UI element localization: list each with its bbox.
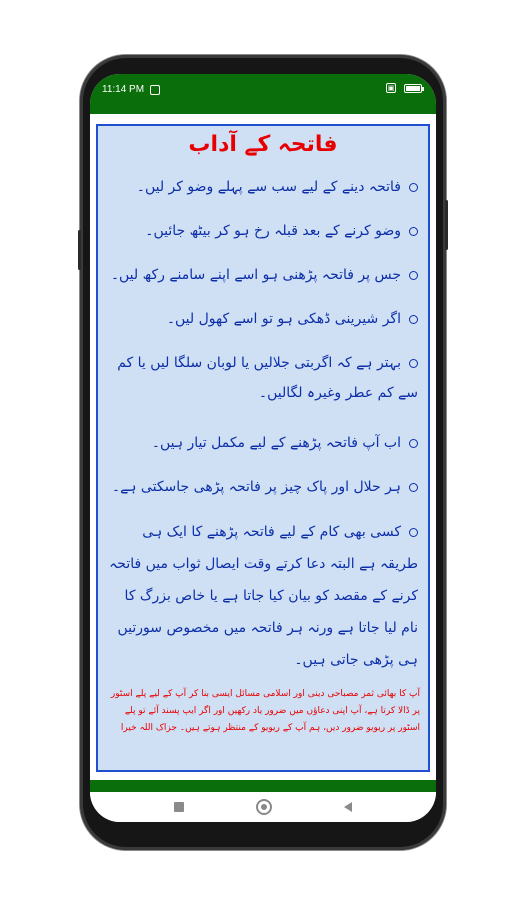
status-icons	[386, 83, 422, 93]
screenshot-icon: ▣	[387, 84, 395, 92]
bullet-icon	[409, 271, 418, 280]
bullet-icon	[409, 227, 418, 236]
power-button	[445, 200, 448, 250]
list-item: جس پر فاتحہ پڑھنی ہو اسے اپنے سامنے رکھ لیں۔	[111, 260, 418, 290]
bottom-bar	[90, 780, 436, 792]
list-item: اگر شیرینی ڈھکی ہو تو اسے کھول لیں۔	[167, 304, 418, 334]
bullet-icon	[409, 439, 418, 448]
bullet-icon	[409, 315, 418, 324]
list-item: فاتحہ دینے کے لیے سب سے پہلے وضو کر لیں۔	[137, 172, 418, 202]
article-card	[96, 124, 430, 772]
back-icon[interactable]	[344, 802, 352, 812]
recents-icon[interactable]	[174, 802, 184, 812]
bullet-icon	[409, 359, 418, 368]
list-item: وضو کرنے کے بعد قبلہ رخ ہو کر بیٹھ جائیں۔	[145, 216, 418, 246]
bullet-icon	[409, 528, 418, 537]
list-item: ہر حلال اور پاک چیز پر فاتحہ پڑھی جاسکتی ہے۔	[112, 472, 418, 502]
author-note: آپ کا بھائی ثمر مصباحی دینی اور اسلامی مسائل ایسی بنا کر آپ کے لیے پلے اسٹور پر ڈالا کرتا ہے، آپ اپنی دعاؤں میں ضرور یاد رکھیں اور اگر ایپ پسند آئے تو پلے اسٹور پر ریویو ضرور دیں، ہم آپ کے ریویو کے منتظر ہوتے ہیں۔ جزاک اللہ خیرا	[110, 689, 420, 733]
volume-button	[78, 230, 81, 270]
notification-icon	[150, 85, 160, 95]
battery-icon	[404, 84, 422, 93]
status-time: 11:14 PM	[102, 84, 145, 95]
screen	[90, 74, 436, 822]
list-item: بہتر ہے کہ اگربتی جلالیں یا لوبان سلگا لیں یا کم سے کم عطر وغیرہ لگالیں۔	[117, 355, 418, 401]
article-title: فاتحہ کے آداب	[188, 132, 338, 157]
list-item: اب آپ فاتحہ پڑھنے کے لیے مکمل تیار ہیں۔	[152, 428, 418, 458]
content-area[interactable]	[90, 114, 436, 780]
bullet-icon	[409, 483, 418, 492]
bullet-icon	[409, 183, 418, 192]
list-item: کسی بھی کام کے لیے فاتحہ پڑھنے کا ایک ہی طریقہ ہے البتہ دعا کرتے وقت ایصال ثواب میں فاتحہ کرنے کے مقصد کو بیان کیا جاتا ہے یا خاص بزرگ کا نام لیا جاتا ہے ورنہ ہر فاتحہ میں مخصوص سورتیں ہی پڑھی جاتی ہیں۔	[109, 524, 418, 668]
home-icon[interactable]	[256, 799, 272, 815]
navigation-bar	[90, 792, 436, 822]
status-bar	[90, 74, 436, 114]
